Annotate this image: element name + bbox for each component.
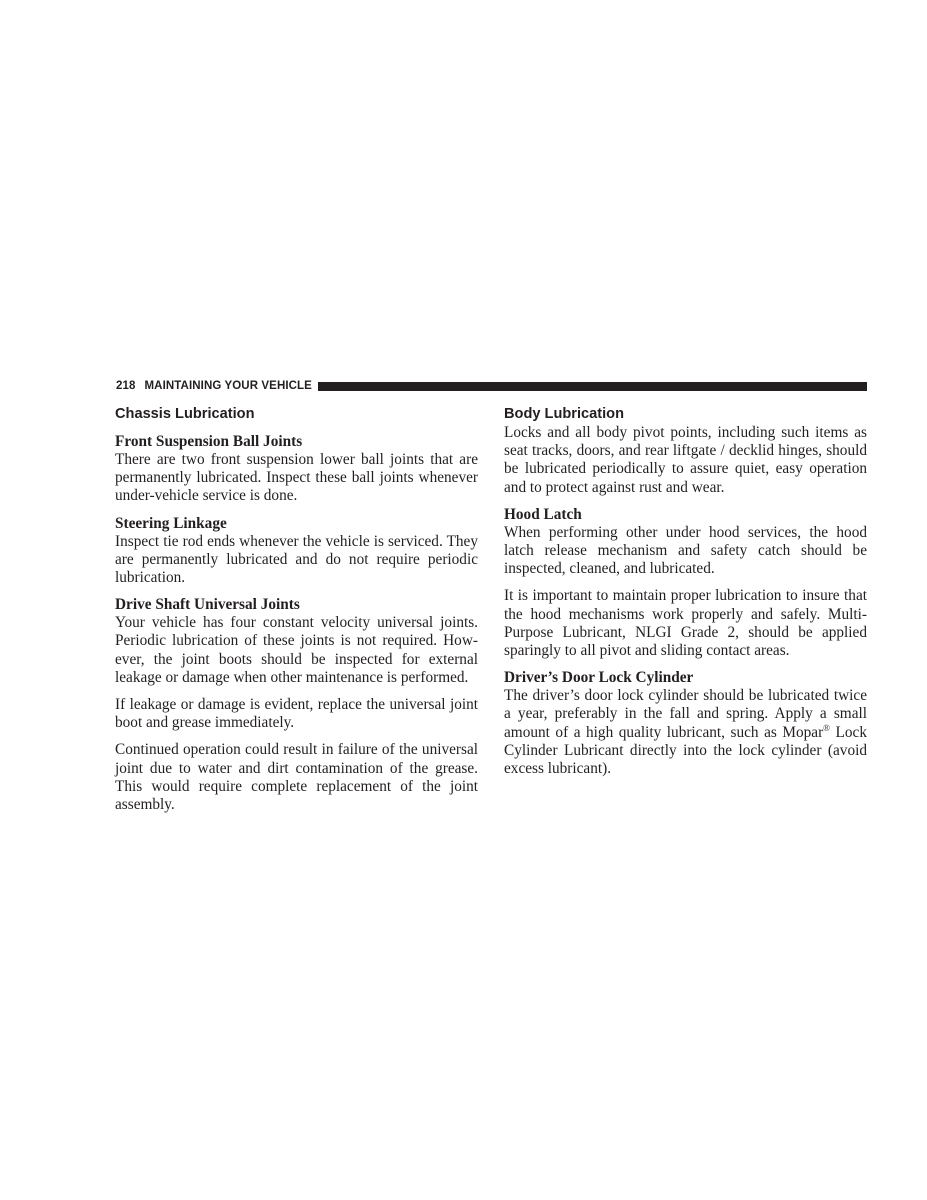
body-lubrication-title: Body Lubrication bbox=[504, 406, 624, 422]
body-lubrication-text: Locks and all body pivot points, including such items as seat tracks, doors, and rear liftgate / decklid hinges, should be lubricated periodically to assure quiet, easy operation and to protect against rust and wear. bbox=[504, 424, 867, 496]
drive-shaft-text-1: Your vehicle has four constant velocity universal joints. Periodic lubrication of these joints is not required. However, the joint boots should be inspected for external leakage or damage when other maintenance is performed. bbox=[115, 614, 478, 686]
drive-shaft-heading: Drive Shaft Universal Joints bbox=[115, 596, 300, 614]
header-rule bbox=[318, 382, 867, 391]
front-suspension-text: There are two front suspension lower ball joints that are permanently lubricated. Inspect these ball joints whenever under-vehicle service is done. bbox=[115, 451, 478, 505]
page-number: 218 bbox=[116, 380, 136, 392]
running-head-section: MAINTAINING YOUR VEHICLE bbox=[144, 380, 312, 392]
drive-shaft-text-3: Continued operation could result in failure of the universal joint due to water and dirt contamination of the grease. This would require complete replacement of the joint assembly. bbox=[115, 741, 478, 814]
chassis-lubrication-title: Chassis Lubrication bbox=[115, 406, 255, 422]
front-suspension-heading: Front Suspension Ball Joints bbox=[115, 433, 303, 450]
right-column bbox=[504, 405, 867, 778]
steering-linkage-text: Inspect tie rod ends whenever the vehicle is serviced. They are permanently lubricated and do not require periodic lubrication. bbox=[115, 532, 478, 587]
door-lock-text-start: The driver’s door lock cylinder should be lubricated twice a year, preferably in the fall and spring. Apply a small amount of a high quality lubricant, such as Mopar bbox=[504, 687, 867, 741]
page-header bbox=[116, 377, 867, 395]
door-lock-heading: Driver’s Door Lock Cylinder bbox=[504, 669, 694, 687]
left-column bbox=[115, 405, 478, 814]
hood-latch-heading: Hood Latch bbox=[504, 505, 582, 523]
hood-latch-text-1: When performing other under hood services, the hood latch release mechanism and safety catch should be inspected, cleaned, and lubricated. bbox=[504, 523, 867, 578]
hood-latch-text-2: It is important to maintain proper lubrication to insure that the hood mechanisms work properly and safely. Multi-Purpose Lubricant, NLGI Grade 2, should be applied sparingly to all pivot and sliding contact areas. bbox=[504, 587, 867, 660]
registered-trademark-mark: ® bbox=[823, 722, 831, 733]
door-lock-text bbox=[504, 687, 867, 778]
drive-shaft-text-2: If leakage or damage is evident, replace the universal joint boot and grease immediately. bbox=[115, 696, 478, 732]
steering-linkage-heading: Steering Linkage bbox=[115, 514, 227, 532]
door-lock-text-end: Lock Cylinder Lubricant directly into the lock cylinder (avoid excess lubricant). bbox=[504, 723, 867, 778]
